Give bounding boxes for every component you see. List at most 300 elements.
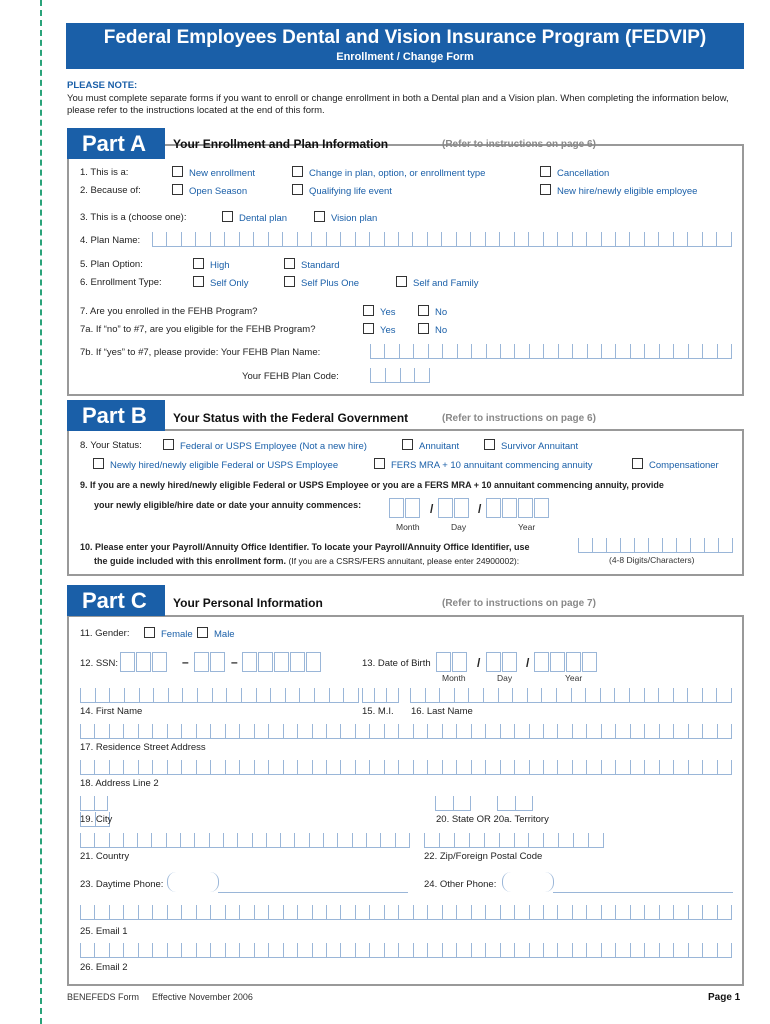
city-input[interactable] (80, 796, 108, 811)
char-cell (123, 724, 137, 739)
char-cell (181, 724, 195, 739)
char-cell (456, 232, 470, 247)
street-address-input[interactable] (80, 724, 732, 739)
char-cell (676, 538, 690, 553)
char-cell (558, 833, 573, 848)
char-cell (384, 724, 398, 739)
char-cell (471, 344, 485, 359)
dob-year-caption: Year (565, 673, 583, 683)
q2-open-season[interactable] (172, 184, 247, 197)
char-cell (366, 833, 380, 848)
ssn-separator: – (182, 655, 189, 669)
checkbox[interactable] (193, 258, 204, 269)
char-cell (601, 760, 615, 775)
date-separator: / (430, 502, 434, 516)
q1-change[interactable] (292, 166, 485, 179)
char-cell (181, 760, 195, 775)
checkbox[interactable] (193, 276, 204, 287)
perforation-line (40, 0, 42, 1024)
q8-survivor[interactable] (484, 439, 578, 452)
char-cell (543, 943, 557, 958)
char-cell (673, 943, 687, 958)
char-cell (312, 724, 326, 739)
char-cell (688, 724, 702, 739)
char-cell (614, 688, 629, 703)
option-label: Female (161, 629, 193, 640)
plan-name-input[interactable] (152, 232, 732, 247)
char-cell (557, 943, 571, 958)
char-cell (355, 905, 369, 920)
char-cell (326, 760, 340, 775)
char-cell (268, 943, 282, 958)
q1-cancellation[interactable] (540, 166, 609, 179)
checkbox[interactable] (284, 276, 295, 287)
part-b-tab (67, 400, 165, 431)
checkbox[interactable] (172, 166, 183, 177)
char-cell (109, 833, 123, 848)
char-cell (209, 833, 223, 848)
form-title: Federal Employees Dental and Vision Insurance Program (FEDVIP) (103, 27, 707, 48)
char-cell (369, 943, 383, 958)
territory-input[interactable] (497, 796, 533, 811)
date-separator: / (526, 656, 530, 670)
q10-text-bold: the guide included with this enrollment form. (94, 556, 287, 566)
q24-label: 24. Other Phone: (424, 879, 497, 890)
char-cell (226, 688, 241, 703)
char-cell (673, 724, 687, 739)
char-cell (687, 232, 701, 247)
char-cell (384, 232, 398, 247)
char-cell (644, 760, 658, 775)
char-cell (427, 232, 441, 247)
char-cell (283, 905, 297, 920)
char-cell (630, 905, 644, 920)
q16-label: 16. Last Name (411, 706, 473, 717)
char-cell (138, 760, 152, 775)
option-label: Male (214, 629, 235, 640)
char-cell (268, 905, 282, 920)
char-cell (435, 796, 453, 811)
checkbox[interactable] (540, 184, 551, 195)
year-caption: Year (518, 522, 536, 532)
q17-label: 17. Residence Street Address (80, 742, 206, 753)
char-cell (454, 833, 469, 848)
char-cell (268, 724, 282, 739)
daytime-number-input[interactable] (218, 892, 408, 893)
char-cell (282, 232, 296, 247)
char-cell (457, 344, 471, 359)
char-cell (94, 724, 108, 739)
dob-month-input[interactable] (436, 652, 468, 672)
char-cell (181, 905, 195, 920)
checkbox[interactable] (292, 184, 303, 195)
char-cell (485, 232, 499, 247)
annuity-day-input[interactable] (438, 498, 470, 518)
char-cell (268, 760, 282, 775)
char-cell (572, 760, 586, 775)
char-cell (601, 344, 615, 359)
ssn-separator: – (231, 655, 238, 669)
char-cell (326, 943, 340, 958)
char-cell (109, 760, 123, 775)
char-cell (413, 344, 427, 359)
char-cell (370, 344, 384, 359)
char-cell (634, 538, 648, 553)
char-cell (385, 368, 400, 383)
part-c-ref: (Refer to instructions on page 7) (442, 598, 596, 609)
char-cell (370, 368, 385, 383)
char-cell (123, 905, 137, 920)
q1-new-enrollment[interactable] (172, 166, 255, 179)
char-cell (109, 905, 123, 920)
q7a-no[interactable] (418, 323, 447, 336)
char-cell (442, 943, 456, 958)
char-cell (557, 905, 571, 920)
char-cell (659, 943, 673, 958)
option-label: Yes (380, 307, 396, 318)
char-cell (239, 905, 253, 920)
char-cell (297, 760, 311, 775)
char-cell (485, 760, 499, 775)
option-label: New enrollment (189, 168, 255, 179)
char-cell (484, 833, 499, 848)
address-line2-input[interactable] (80, 760, 732, 775)
dob-month-caption: Month (442, 673, 466, 683)
option-label: Vision plan (331, 213, 378, 224)
q22-label: 22. Zip/Foreign Postal Code (424, 851, 543, 862)
daytime-area-code-input[interactable] (167, 872, 219, 892)
char-cell (498, 688, 513, 703)
char-cell (254, 943, 268, 958)
char-cell (483, 688, 498, 703)
char-cell (644, 232, 658, 247)
char-cell (601, 232, 615, 247)
char-cell (340, 760, 354, 775)
char-cell (196, 724, 210, 739)
char-cell (500, 943, 514, 958)
zip-input[interactable] (424, 833, 604, 848)
char-cell (326, 232, 340, 247)
char-cell (644, 724, 658, 739)
char-cell (123, 943, 137, 958)
char-cell (500, 905, 514, 920)
char-cell (688, 344, 702, 359)
char-cell (212, 688, 227, 703)
q12-label: 12. SSN: (80, 658, 119, 669)
char-cell (500, 344, 514, 359)
char-cell (312, 905, 326, 920)
char-cell (427, 943, 441, 958)
char-cell (167, 760, 181, 775)
char-cell (151, 833, 165, 848)
q2-qualifying-event[interactable] (292, 184, 392, 197)
q8-annuitant[interactable] (402, 439, 459, 452)
char-cell (297, 724, 311, 739)
char-cell (659, 344, 673, 359)
char-cell (239, 760, 253, 775)
option-label: No (435, 325, 448, 336)
char-cell (630, 724, 644, 739)
checkbox[interactable] (222, 211, 233, 222)
ssn-part2-input[interactable] (194, 652, 226, 672)
footer-effective: Effective November 2006 (152, 992, 253, 1002)
char-cell (629, 232, 643, 247)
char-cell (398, 232, 412, 247)
char-cell (239, 232, 253, 247)
first-name-input[interactable] (80, 688, 359, 703)
part-c-tab (67, 585, 165, 616)
char-cell (398, 724, 412, 739)
char-cell (702, 943, 716, 958)
q8-fers-mra[interactable] (374, 458, 592, 471)
char-cell (572, 943, 586, 958)
char-cell (283, 760, 297, 775)
char-cell (294, 833, 308, 848)
char-cell (659, 760, 673, 775)
checkbox[interactable] (396, 276, 407, 287)
q7a-yes[interactable] (363, 323, 396, 336)
form-subtitle: Enrollment / Change Form (336, 51, 474, 63)
char-cell (309, 833, 323, 848)
char-cell (673, 905, 687, 920)
char-cell (485, 943, 499, 958)
fehb-plan-code-input[interactable] (370, 368, 430, 383)
char-cell (225, 724, 239, 739)
email1-input[interactable] (80, 905, 732, 920)
char-cell (690, 538, 704, 553)
annuity-year-input[interactable] (486, 498, 550, 518)
char-cell (543, 760, 557, 775)
char-cell (180, 833, 194, 848)
other-number-input[interactable] (553, 892, 733, 893)
q8-federal[interactable] (163, 439, 367, 452)
char-cell (94, 833, 108, 848)
middle-initial-input[interactable] (362, 688, 399, 703)
q11-male[interactable] (197, 627, 235, 640)
char-cell (355, 943, 369, 958)
char-cell (413, 760, 427, 775)
char-cell (514, 943, 528, 958)
char-cell (718, 538, 733, 553)
q19-label: 19. City (80, 814, 113, 825)
char-cell (323, 833, 337, 848)
char-cell (369, 760, 383, 775)
option-label: Newly hired/newly eligible Federal or USPS Employee (110, 460, 339, 471)
payroll-office-input[interactable] (578, 538, 733, 553)
q6-label: 6. Enrollment Type: (80, 277, 162, 288)
char-cell (543, 905, 557, 920)
char-cell (124, 688, 139, 703)
q6-self-plus-one[interactable] (284, 276, 359, 289)
q11-female[interactable] (144, 627, 193, 640)
checkbox[interactable] (284, 258, 295, 269)
char-cell (80, 688, 95, 703)
char-cell (586, 232, 600, 247)
char-cell (210, 724, 224, 739)
char-cell (312, 760, 326, 775)
char-cell (442, 760, 456, 775)
char-cell (270, 688, 285, 703)
char-cell (615, 943, 629, 958)
char-cell (456, 943, 470, 958)
char-cell (196, 943, 210, 958)
q10-label: 10. Please enter your Payroll/Annuity Office Identifier. To locate your Payroll/Annuity Office Identifier, use (80, 542, 530, 552)
char-cell (326, 905, 340, 920)
char-cell (109, 943, 123, 958)
part-b-title: Your Status with the Federal Government (173, 411, 409, 425)
char-cell (629, 688, 644, 703)
char-cell (413, 905, 427, 920)
country-input[interactable] (80, 833, 410, 848)
char-cell (414, 368, 430, 383)
q6-self-only[interactable] (193, 276, 249, 289)
char-cell (369, 724, 383, 739)
ssn-part3-input[interactable] (242, 652, 322, 672)
char-cell (717, 905, 732, 920)
option-label: Yes (380, 325, 396, 336)
char-cell (138, 724, 152, 739)
char-cell (578, 538, 592, 553)
char-cell (543, 724, 557, 739)
char-cell (702, 232, 716, 247)
checkbox[interactable] (402, 439, 413, 450)
q2-new-hire[interactable] (540, 184, 697, 197)
dob-year-input[interactable] (534, 652, 598, 672)
checkbox[interactable] (418, 305, 429, 316)
char-cell (658, 232, 672, 247)
char-cell (223, 833, 237, 848)
char-cell (181, 943, 195, 958)
char-cell (648, 538, 662, 553)
char-cell (80, 760, 94, 775)
char-cell (254, 760, 268, 775)
checkbox[interactable] (418, 323, 429, 334)
char-cell (558, 344, 572, 359)
q7-yes[interactable] (363, 305, 396, 318)
char-cell (702, 724, 716, 739)
char-cell (673, 344, 687, 359)
checkbox[interactable] (292, 166, 303, 177)
char-cell (237, 833, 251, 848)
char-cell (109, 688, 124, 703)
char-cell (400, 368, 415, 383)
char-cell (94, 943, 108, 958)
state-input[interactable] (435, 796, 471, 811)
char-cell (413, 943, 427, 958)
q8-compensationer[interactable] (632, 458, 719, 471)
checkbox[interactable] (632, 458, 643, 469)
checkbox[interactable] (374, 458, 385, 469)
char-cell (283, 724, 297, 739)
ssn-part1-input[interactable] (120, 652, 168, 672)
char-cell (427, 905, 441, 920)
char-cell (153, 688, 168, 703)
form-header (66, 23, 744, 69)
q18-label: 18. Address Line 2 (80, 778, 159, 789)
q9-label-2: your newly eligible/hire date or date your annuity commences: (94, 500, 362, 510)
char-cell (428, 344, 442, 359)
char-cell (95, 688, 110, 703)
checkbox[interactable] (172, 184, 183, 195)
part-c-tab-label: Part C (82, 588, 147, 613)
char-cell (644, 688, 659, 703)
part-b-ref: (Refer to instructions on page 6) (442, 413, 596, 424)
q3-vision[interactable] (314, 211, 377, 224)
option-label: Self and Family (413, 278, 479, 289)
char-cell (486, 344, 500, 359)
other-area-code-input[interactable] (502, 872, 554, 892)
q6-self-family[interactable] (396, 276, 478, 289)
char-cell (485, 724, 499, 739)
char-cell (139, 688, 154, 703)
char-cell (543, 833, 558, 848)
char-cell (543, 344, 557, 359)
char-cell (340, 232, 354, 247)
option-label: Annuitant (419, 441, 460, 452)
annuity-month-input[interactable] (389, 498, 421, 518)
char-cell (442, 724, 456, 739)
q2-label: 2. Because of: (80, 185, 141, 196)
checkbox[interactable] (163, 439, 174, 450)
dob-day-input[interactable] (486, 652, 518, 672)
q3-dental[interactable] (222, 211, 287, 224)
checkbox[interactable] (314, 211, 325, 222)
q25-label: 25. Email 1 (80, 926, 128, 937)
checkbox[interactable] (363, 323, 374, 334)
checkbox[interactable] (144, 627, 155, 638)
char-cell (529, 943, 543, 958)
email2-input[interactable] (80, 943, 732, 958)
char-cell (340, 943, 354, 958)
char-cell (688, 905, 702, 920)
char-cell (210, 232, 224, 247)
char-cell (168, 688, 183, 703)
char-cell (592, 538, 606, 553)
char-cell (541, 688, 556, 703)
char-cell (471, 760, 485, 775)
q5-high[interactable] (193, 258, 230, 271)
checkbox[interactable] (540, 166, 551, 177)
char-cell (662, 538, 676, 553)
char-cell (299, 688, 314, 703)
q21-label: 21. Country (80, 851, 130, 862)
char-cell (469, 833, 484, 848)
char-cell (109, 724, 123, 739)
checkbox[interactable] (484, 439, 495, 450)
char-cell (374, 688, 386, 703)
char-cell (210, 905, 224, 920)
char-cell (514, 344, 528, 359)
checkbox[interactable] (363, 305, 374, 316)
q5-standard[interactable] (284, 258, 340, 271)
q7-no[interactable] (418, 305, 447, 318)
note-text: You must complete separate forms if you want to enroll or change enrollment in both a Dental plan and a Vision plan. When completing the information below, please refer to the instructions located at the end of this form. (67, 92, 729, 116)
char-cell (543, 232, 557, 247)
last-name-input[interactable] (410, 688, 732, 703)
char-cell (557, 232, 571, 247)
q8-newly-hired[interactable] (93, 458, 338, 471)
char-cell (152, 724, 166, 739)
char-cell (297, 232, 311, 247)
part-a-ref: (Refer to instructions on page 6) (442, 139, 596, 150)
checkbox[interactable] (93, 458, 104, 469)
char-cell (268, 232, 282, 247)
char-cell (587, 344, 601, 359)
fehb-plan-name-input[interactable] (370, 344, 732, 359)
option-label: Change in plan, option, or enrollment type (309, 168, 486, 179)
char-cell (80, 724, 94, 739)
checkbox[interactable] (197, 627, 208, 638)
